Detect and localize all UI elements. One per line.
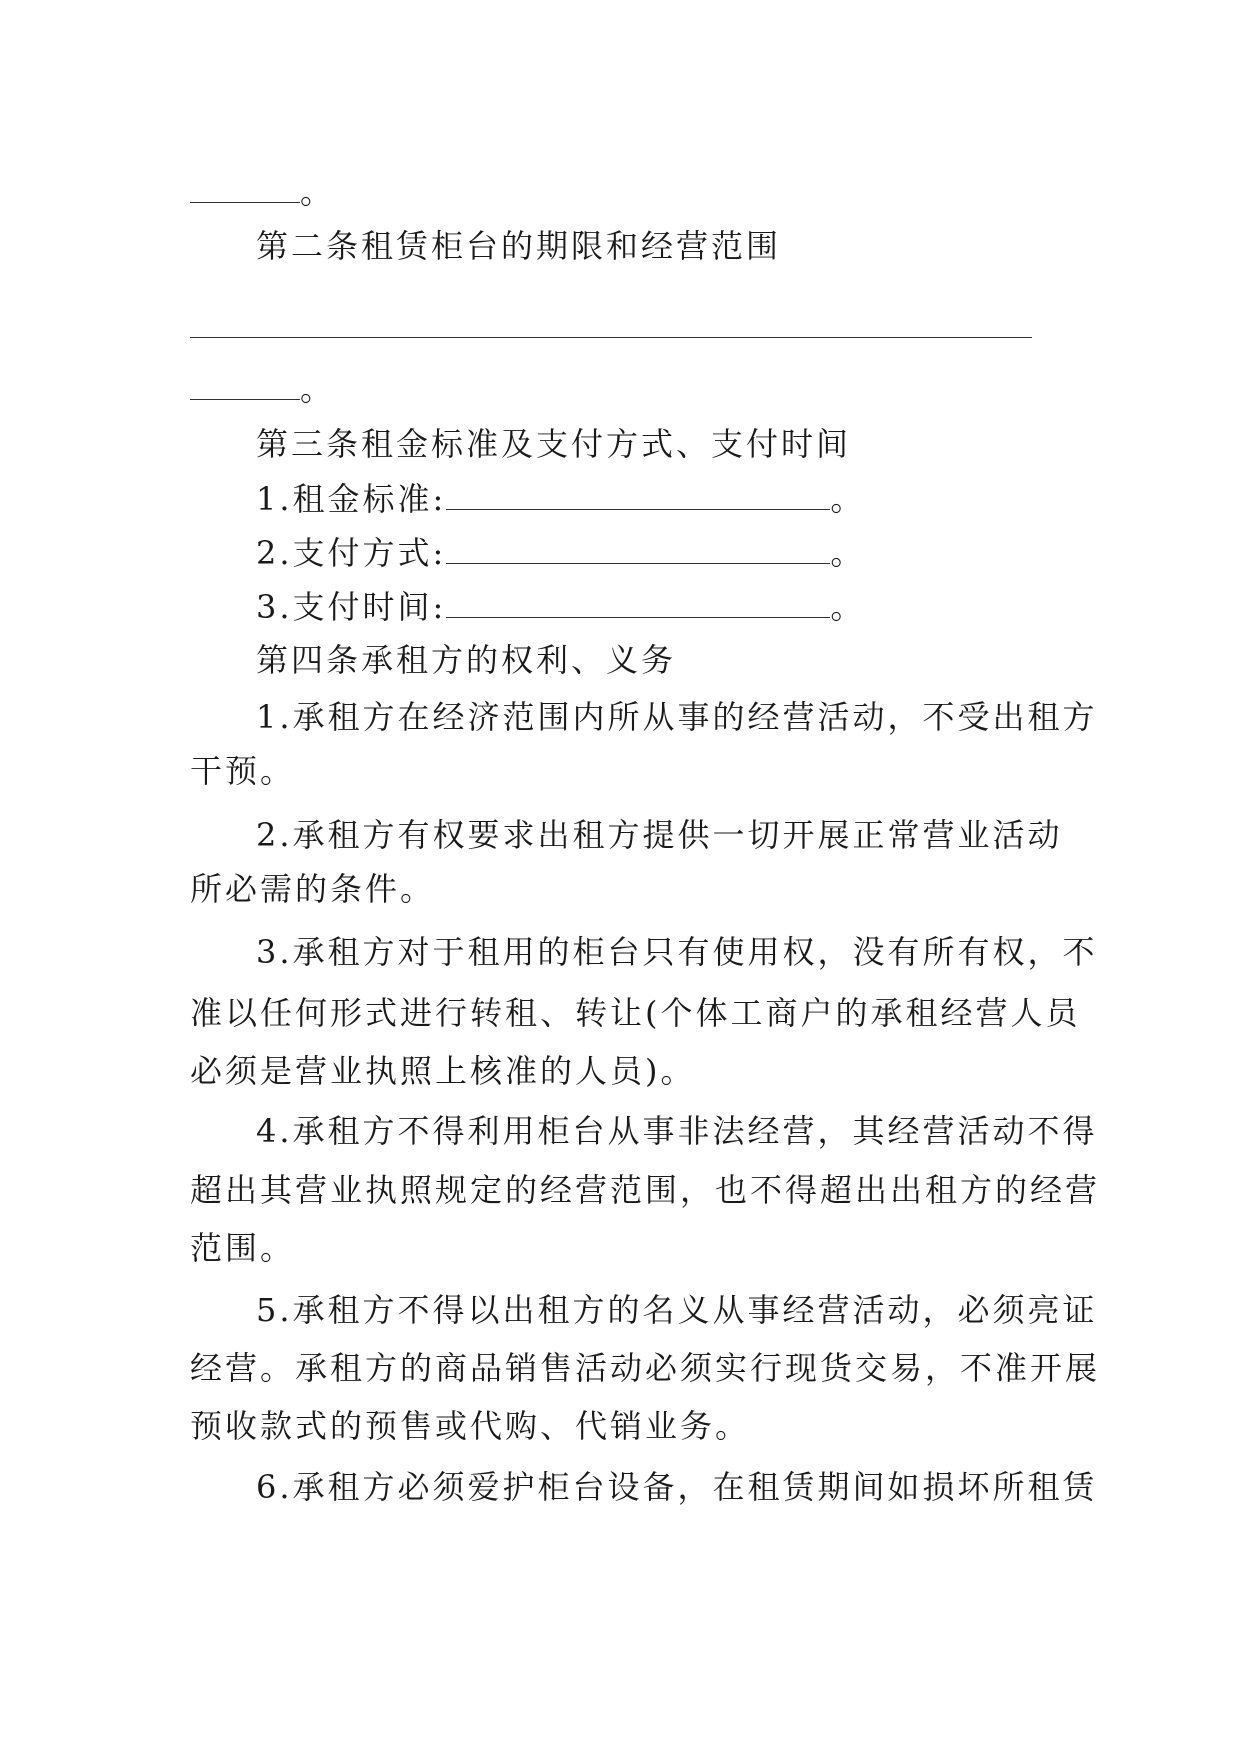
line-end-mark: 。	[830, 534, 866, 572]
clause-6-line-1: 6.承租方必须爱护柜台设备，在租赁期间如损坏所租赁	[256, 1468, 1098, 1506]
article-2-heading: 第二条租赁柜台的期限和经营范围	[256, 227, 782, 265]
payment-time-blank	[446, 589, 830, 618]
clause-3-line-1: 3.承租方对于租用的柜台只有使用权，没有所有权，不	[256, 933, 1098, 971]
line-end-mark: 。	[300, 370, 336, 408]
payment-method-line	[256, 533, 1056, 573]
payment-method-blank	[446, 535, 830, 564]
rent-standard-label: 1.租金标准:	[256, 480, 447, 518]
line-end-mark: 。	[300, 173, 336, 211]
clause-3-line-3: 必须是营业执照上核准的人员)。	[190, 1052, 696, 1090]
rent-standard-blank	[446, 481, 830, 510]
fill-in-blank	[190, 371, 300, 400]
article-3-heading: 第三条租金标准及支付方式、支付时间	[256, 425, 852, 463]
fill-in-rule	[190, 337, 1032, 338]
clause-4-line-2: 超出其营业执照规定的经营范围，也不得超出出租方的经营	[190, 1171, 1101, 1209]
article-4-heading: 第四条承租方的权利、义务	[256, 641, 677, 679]
clause-2-line-2: 所必需的条件。	[190, 870, 436, 908]
clause-5-line-1: 5.承租方不得以出租方的名义从事经营活动，必须亮证	[256, 1291, 1098, 1329]
clause-1-line-1: 1.承租方在经济范围内所从事的经营活动，不受出租方	[256, 698, 1098, 736]
rent-standard-line	[256, 479, 1056, 519]
clause-4-line-3: 范围。	[190, 1229, 296, 1267]
clause-1-line-2: 干预。	[190, 752, 296, 790]
payment-time-line	[256, 587, 1056, 627]
blank-line-1	[190, 172, 1050, 212]
clause-4-line-1: 4.承租方不得利用柜台从事非法经营，其经营活动不得	[256, 1112, 1098, 1150]
clause-5-line-3: 预收款式的预售或代购、代销业务。	[190, 1407, 751, 1445]
clause-2-line-1: 2.承租方有权要求出租方提供一切开展正常营业活动	[256, 816, 1063, 854]
line-end-mark: 。	[830, 480, 866, 518]
line-end-mark: 。	[830, 588, 866, 626]
payment-method-label: 2.支付方式:	[256, 534, 447, 572]
payment-time-label: 3.支付时间:	[256, 588, 447, 626]
fill-in-blank	[190, 174, 300, 203]
clause-5-line-2: 经营。承租方的商品销售活动必须实行现货交易，不准开展	[190, 1349, 1101, 1387]
blank-line-2	[190, 369, 1050, 409]
clause-3-line-2: 准以任何形式进行转租、转让(个体工商户的承租经营人员	[190, 994, 1081, 1032]
